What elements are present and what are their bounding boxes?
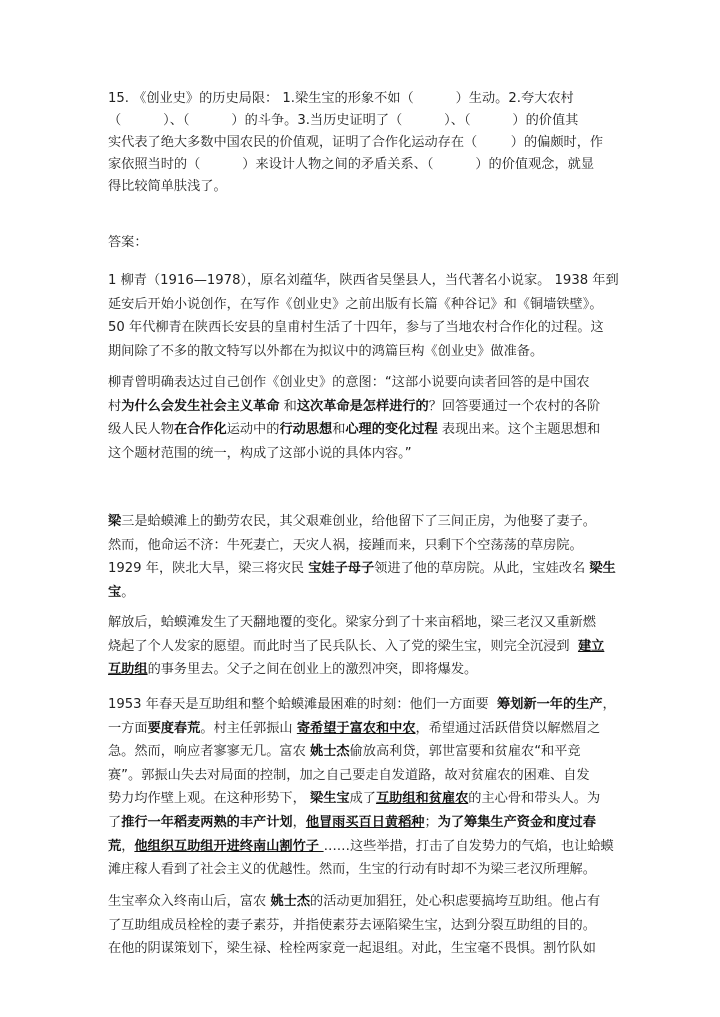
text-segment: 期间除了不多的散文特写以外都在为拟议中的鸿篇巨构《创业史》做准备。 xyxy=(108,343,544,359)
text-segment: 15. 《创业史》的历史局限： 1.梁生宝的形象不如（ ）生动。2.夸大农村 xyxy=(108,91,574,106)
text-segment: 家依照当时的（ ）来设计人物之间的矛盾关系、（ ）的价值观念，就显 xyxy=(108,157,595,172)
text-line xyxy=(108,110,628,132)
text-segment: ， xyxy=(602,697,616,712)
text-segment: 。村主任郭振山 xyxy=(200,720,297,736)
text-segment: （ ）、（ ）的斗争。3.当历史证明了（ ）、（ ）的价值其 xyxy=(108,113,579,128)
text-line xyxy=(108,611,628,635)
text-line xyxy=(108,858,628,882)
text-line xyxy=(108,693,628,717)
text-segment: 领进了他的草房院。从此，宝娃改名 xyxy=(374,561,590,577)
text-segment: 1929 年，陕北大旱，梁三将灾民 xyxy=(108,561,309,577)
text-segment: 一方面 xyxy=(108,720,148,736)
emphasized-text: 他冒雨买百日黄稻种 xyxy=(305,814,425,830)
answer-para-4 xyxy=(108,611,628,682)
emphasized-text: 在合作化 xyxy=(173,422,227,438)
text-line xyxy=(108,231,628,255)
text-segment: 成了 xyxy=(349,791,376,807)
text-segment: 1 柳青（1916—1978），原名刘蕴华，陕西省吴堡县人，当代著名小说家。 1938 年到 xyxy=(108,273,619,288)
text-line xyxy=(108,371,628,395)
text-line xyxy=(108,764,628,788)
emphasized-text: 他组织互助组开进终南山割竹子 xyxy=(134,838,324,854)
text-segment: 和 xyxy=(279,398,297,414)
text-line xyxy=(108,132,628,154)
text-segment: 柳青曾明确表达过自己创作《创业史》的意图：“这部小说要向读者回答的是中国农 xyxy=(108,375,590,390)
text-segment: ？回答要通过一个农村的各阶 xyxy=(428,398,601,414)
answer-para-3 xyxy=(108,510,628,604)
text-line xyxy=(108,581,628,605)
text-segment: ……这些举措，打击了自发势力的气焰，也让蛤蟆 xyxy=(323,838,614,854)
text-line xyxy=(108,442,628,466)
text-segment: 势力均作壁上观。在这种形势下， xyxy=(108,791,311,807)
emphasized-text: 为什么会发生社会主义革命 xyxy=(121,398,280,414)
text-segment: 解放后，蛤蟆滩发生了天翻地覆的变化。梁家分到了十来亩稻地，梁三老汉又重新燃 xyxy=(108,615,596,630)
text-line xyxy=(108,717,628,741)
text-segment: 偷放高利贷，郭世富要和贫雇农“和平竞 xyxy=(349,744,581,760)
emphasized-text: 这次革命是怎样进行的 xyxy=(296,398,429,414)
text-segment: 滩庄稼人看到了社会主义的优越性。然而，生宝的行动有时却不为梁三老汉所理解。 xyxy=(108,862,596,878)
text-line xyxy=(108,510,628,534)
emphasized-text: 寄希望于富农和中农 xyxy=(296,720,416,736)
question-15 xyxy=(108,88,628,198)
text-segment: 和 xyxy=(332,422,346,438)
emphasized-text: 梁生 xyxy=(589,561,616,577)
emphasized-text: 筹划新一年的生产 xyxy=(497,697,603,712)
text-line xyxy=(108,395,628,419)
text-line xyxy=(108,340,628,364)
text-segment: 的主心骨和带头人。为 xyxy=(468,791,601,807)
emphasized-text: 心理的变化过程 xyxy=(345,422,438,438)
text-line xyxy=(108,176,628,198)
text-segment: ，希望通过活跃借贷以解燃眉之 xyxy=(415,720,601,736)
text-line xyxy=(108,88,628,110)
text-segment: 了互助组成员栓栓的妻子素芬，并指使素芬去诬陷梁生宝，达到分裂互助组的目的。 xyxy=(108,917,596,933)
text-line xyxy=(108,269,628,293)
emphasized-text: 荒 xyxy=(108,838,122,854)
emphasized-text: 为了筹集生产资金和度过春 xyxy=(437,814,596,830)
emphasized-text: 互助组和贫雇农 xyxy=(375,791,469,807)
text-segment: 得比较简单肤浅了。 xyxy=(108,179,227,194)
text-segment: 烧起了个人发家的愿望。而此时当了民兵队长、入了党的梁生宝，则完全沉浸到 xyxy=(108,638,578,654)
text-line xyxy=(108,811,628,835)
emphasized-text: 宝 xyxy=(108,584,122,600)
text-segment: 在他的阴谋策划下，梁生禄、栓栓两家竟一起退组。对此，生宝毫不畏惧。割竹队如 xyxy=(108,941,596,957)
text-line xyxy=(108,740,628,764)
emphasized-text: 宝娃子母子 xyxy=(308,561,375,577)
emphasized-text: 姚士杰 xyxy=(310,744,350,760)
text-segment: 答案： xyxy=(108,235,148,250)
answer-heading xyxy=(108,231,628,255)
text-segment: 延安后开始小说创作，在写作《创业史》之前出版有长篇《种谷记》和《铜墙铁壁》。 xyxy=(108,296,603,312)
text-segment: 表现出来。这个主题思想和 xyxy=(437,422,601,438)
text-segment: 生宝率众入终南山后，富农 xyxy=(108,894,271,909)
answer-para-1 xyxy=(108,269,628,363)
text-line xyxy=(108,293,628,317)
emphasized-text: 梁生宝 xyxy=(310,791,350,807)
text-segment: 1953 年春天是互助组和整个蛤蟆滩最困难的时刻：他们一方面要 xyxy=(108,697,498,712)
text-line xyxy=(108,316,628,340)
text-segment: 了 xyxy=(108,814,122,830)
answer-para-2 xyxy=(108,371,628,465)
text-line xyxy=(108,635,628,659)
text-line xyxy=(108,835,628,859)
text-segment: 赛”。郭振山失去对局面的控制，加之自己要走自发道路，故对贫雇农的困难、自发 xyxy=(108,767,590,783)
text-segment: 级人民人物 xyxy=(108,422,174,438)
emphasized-text: 互助组 xyxy=(108,662,148,678)
text-line xyxy=(108,914,628,938)
text-line xyxy=(108,890,628,914)
emphasized-text: 行动思想 xyxy=(279,422,333,438)
text-segment: ， xyxy=(121,838,135,854)
emphasized-text: 要度春荒 xyxy=(147,720,201,736)
text-segment: ； xyxy=(424,814,438,830)
text-line xyxy=(108,557,628,581)
text-line xyxy=(108,658,628,682)
text-segment: 这个题材范围的统一，构成了这部小说的具体内容。” xyxy=(108,445,412,461)
text-segment: 的事务里去。父子之间在创业上的激烈冲突，即将爆发。 xyxy=(147,662,478,678)
text-line xyxy=(108,937,628,961)
emphasized-text: 姚士杰 xyxy=(270,894,311,909)
text-segment: 运动中的 xyxy=(226,422,280,438)
text-segment: 急。然而，响应者寥寥无几。富农 xyxy=(108,744,311,760)
text-line xyxy=(108,787,628,811)
text-segment: ， xyxy=(292,814,306,830)
text-segment: 。 xyxy=(121,584,135,600)
text-segment: 实代表了绝大多数中国农民的价值观，证明了合作化运动存在（ ）的偏颇时，作 xyxy=(108,135,604,150)
answer-para-6 xyxy=(108,890,628,961)
emphasized-text: 建立 xyxy=(577,638,605,654)
text-segment: 然而，他命运不济：牛死妻亡，天灾人祸，接踵而来，只剩下个空荡荡的草房院。 xyxy=(108,537,583,553)
emphasized-text: 推行一年稻麦两熟的丰产计划 xyxy=(121,814,293,830)
text-line xyxy=(108,418,628,442)
text-segment: 50 年代柳青在陕西长安县的皇甫村生活了十四年，参与了当地农村合作化的过程。这 xyxy=(108,320,604,336)
text-line xyxy=(108,534,628,558)
text-line xyxy=(108,154,628,176)
text-segment: 村 xyxy=(108,398,122,414)
text-segment: 的活动更加猖狂，处心积虑要搞垮互助组。他占有 xyxy=(310,894,601,909)
emphasized-text: 梁 xyxy=(108,514,122,529)
answer-para-5 xyxy=(108,693,628,882)
text-segment: 三是蛤蟆滩上的勤劳农民，其父艰难创业，给他留下了三间正房，为他娶了妻子。 xyxy=(121,514,596,529)
